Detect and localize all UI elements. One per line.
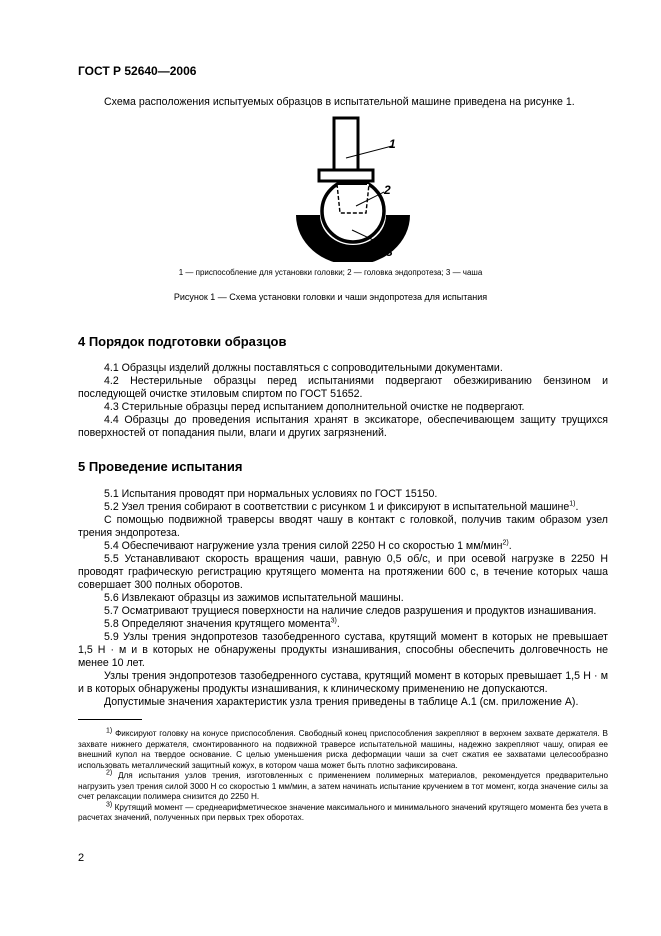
paragraph-5-9: 5.9 Узлы трения эндопротезов тазобедренного сустава, крутящий момент в которых не превышает 1,5 Н · м и в которых не обнаружены продукты изнашивания, способны обеспечить долговечность не менее 10 лет. <box>78 631 608 669</box>
figure-legend: 1 — приспособление для установки головки; 2 — головка эндопротеза; 3 — чаша <box>178 268 483 277</box>
endoprosthesis-schematic <box>280 112 420 262</box>
document-header: ГОСТ Р 52640—2006 <box>78 64 197 78</box>
paragraph-5-9-table-ref: Допустимые значения характеристик узла трения приведены в таблице А.1 (см. приложение А). <box>104 696 579 708</box>
paragraph-4-4: 4.4 Образцы до проведения испытания хранят в эксикаторе, обеспечивающем защиту трущихся поверхностей от попадания пыли, влаги и других загрязнений. <box>78 414 608 439</box>
paragraph-5-8: 5.8 Определяют значения крутящего момента$^{3)}$. <box>104 617 340 630</box>
paragraph-5-1: 5.1 Испытания проводят при нормальных условиях по ГОСТ 15150. <box>104 488 438 500</box>
section-4-body <box>78 362 608 440</box>
figure-label-1: 1 <box>389 137 396 151</box>
section-5-title: 5 Проведение испытания <box>78 459 243 474</box>
footnote-ref-1: 1) <box>569 500 576 508</box>
paragraph-5-7: 5.7 Осматривают трущиеся поверхности на наличие следов разрушения и продуктов изнашивания. <box>104 605 597 617</box>
footnote-ref-3: 3) <box>330 617 337 625</box>
footnote-1: $^{1)}$ Фиксируют головку на конусе приспособления. Свободный конец приспособления закрепляют в верхнем захвате держателя. В захвате нижнего держателя, смонтированного на подвижной траверсе испытательной машины, надежно закрепляют чашу, опирая ее внешний купол на твердое основание. С целью уменьшения риска деформации чаши за счет сжатия ее захватами целесообразно использовать металлический защитный кожух, в котором чаша может быть плотно зафиксирована. <box>78 727 608 770</box>
fixture-flange <box>319 170 373 181</box>
figure-1-diagram <box>280 112 420 267</box>
figure-caption: Рисунок 1 — Схема установки головки и чаши эндопротеза для испытания <box>173 292 488 302</box>
paragraph-5-2: 5.2 Узел трения собирают в соответствии с рисунком 1 и фиксируют в испытательной машине$^{1)}$. <box>104 500 579 513</box>
paragraph-5-5: 5.5 Устанавливают скорость вращения чаши, равную 0,5 об/с, и при осевой нагрузке в 2250 Н проводят графическую регистрацию крутящего момента на протяжении 600 с, в течение которых чаша совершает 300 полных оборотов. <box>78 553 608 591</box>
fixture-neck <box>337 181 367 185</box>
head-taper <box>337 184 369 213</box>
figure-label-3: 3 <box>386 245 393 259</box>
footnote-2: $^{2)}$ Для испытания узлов трения, изготовленных с применением полимерных материалов, рекомендуется предварительно нагрузить узел трения силой 3000 Н со скоростью 1 мм/мин, а затем начинать испытание кручением в тот момент, когда значение силы за счет релаксации полимера снизится до 2250 Н. <box>78 769 609 801</box>
footnotes <box>78 729 608 824</box>
paragraph-4-1: 4.1 Образцы изделий должны поставляться с сопроводительными документами. <box>104 362 503 374</box>
footnote-3: $^{3)}$ Крутящий момент — среднеарифметическое значение максимального и минимального значений крутящего момента без учета в расчетах значений, полученных при первых трех оборотах. <box>78 800 609 822</box>
footnote-separator <box>78 719 142 720</box>
page-number: 2 <box>78 852 85 864</box>
paragraph-4-3: 4.3 Стерильные образцы перед испытанием дополнительной очистке не подвергают. <box>104 401 525 413</box>
figure-label-2: 2 <box>384 183 391 197</box>
section-5-body <box>78 488 608 709</box>
paragraph-5-4: 5.4 Обеспечивают нагружение узла трения силой 2250 Н со скоростью 1 мм/мин$^{2)}$. <box>104 539 512 552</box>
section-4-title: 4 Порядок подготовки образцов <box>78 334 287 349</box>
paragraph-5-9-cont: Узлы трения эндопротезов тазобедренного сустава, крутящий момент в которых превышает 1,5 Н · м и в которых обнаружены продукты изнашивания, к клиническому применению не допускаются. <box>78 670 608 695</box>
footnote-ref-2: 2) <box>502 539 509 547</box>
fixture-shaft <box>334 118 358 170</box>
paragraph-5-3: С помощью подвижной траверсы вводят чашу в контакт с головкой, получив таким образом узел трения эндопротеза. <box>78 514 608 539</box>
paragraph-4-2: 4.2 Нестерильные образцы перед испытаниями подвергают обезжириванию бензином и последующей очистке этиловым спиртом по ГОСТ 51652. <box>78 375 608 400</box>
intro-paragraph: Схема расположения испытуемых образцов в испытательной машине приведена на рисунке 1. <box>104 96 575 108</box>
paragraph-5-6: 5.6 Извлекают образцы из зажимов испытательной машины. <box>104 592 404 604</box>
